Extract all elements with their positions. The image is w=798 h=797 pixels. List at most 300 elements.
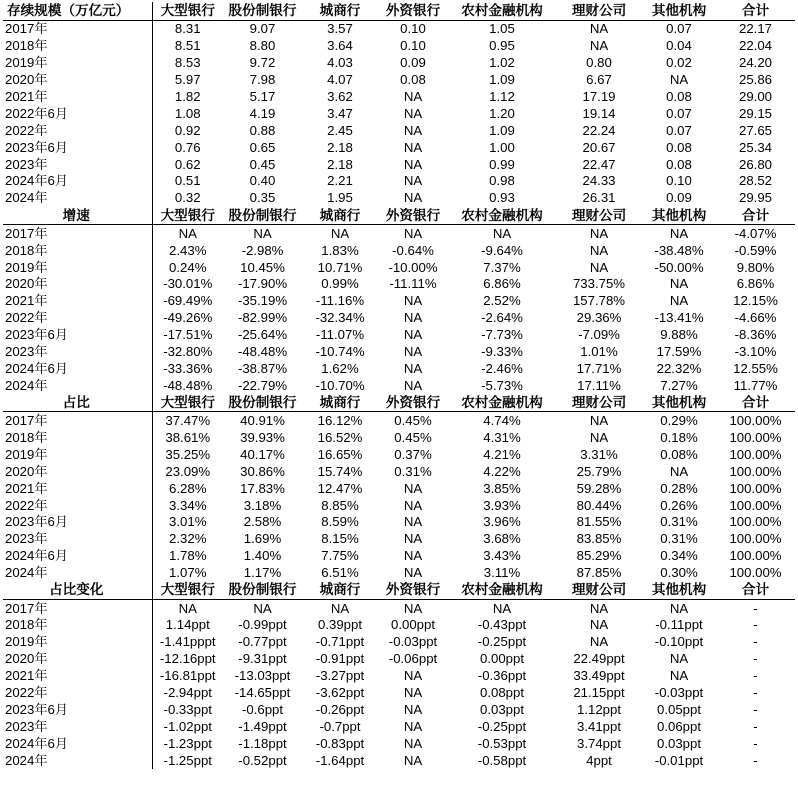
table-cell: 1.83% xyxy=(321,242,359,258)
table-cell: 0.28% xyxy=(660,480,698,496)
table-cell: 81.55% xyxy=(576,514,622,530)
table-cell: 19.14 xyxy=(582,105,616,121)
table-cell: NA xyxy=(403,327,423,343)
table-cell: 0.95 xyxy=(489,38,515,54)
table-cell: 29.00 xyxy=(738,89,772,104)
row-label: 2018年 xyxy=(3,617,152,634)
table-cell: 1.09 xyxy=(489,122,515,138)
table-cell: -11.07% xyxy=(315,327,365,343)
table-cell: 22.47 xyxy=(582,156,616,172)
table-cell: -1.64ppt xyxy=(315,752,365,768)
table-cell: NA xyxy=(403,718,423,734)
table-cell: 87.85% xyxy=(576,565,622,581)
column-header: 其他机构 xyxy=(651,394,707,410)
table-cell: 24.20 xyxy=(738,55,772,71)
table-cell: NA xyxy=(669,600,689,616)
table-cell: 38.61% xyxy=(165,430,211,446)
table-cell: 1.12 xyxy=(489,89,515,104)
row-label: 2024年 xyxy=(3,189,152,206)
table-cell: -16.81ppt xyxy=(159,668,216,684)
table-cell: 20.67 xyxy=(582,139,616,155)
table-cell: 4.22% xyxy=(483,463,521,479)
table-cell: NA xyxy=(403,548,423,564)
table-cell: 100.00% xyxy=(729,480,782,496)
table-cell: 1.17% xyxy=(243,565,282,581)
table-cell: 0.10 xyxy=(400,21,426,37)
column-header: 大型银行 xyxy=(160,3,215,19)
table-cell: 3.62 xyxy=(327,89,353,104)
section-header-row xyxy=(3,581,795,599)
table-row xyxy=(3,684,795,701)
row-label: 2019年 xyxy=(3,54,152,71)
table-cell: NA xyxy=(403,600,423,616)
table-row xyxy=(3,530,795,547)
table-cell: -12.16ppt xyxy=(159,651,216,667)
table-cell: 80.44% xyxy=(576,497,622,513)
table-row xyxy=(3,88,795,105)
table-row xyxy=(3,20,795,37)
table-cell: -69.49% xyxy=(163,293,213,309)
table-cell: -32.80% xyxy=(163,343,213,359)
table-cell: 11.77% xyxy=(733,377,778,393)
table-cell: 0.00ppt xyxy=(480,651,524,667)
table-cell: -2.98% xyxy=(241,242,284,258)
table-cell: -9.33% xyxy=(481,343,523,359)
column-header: 股份制银行 xyxy=(228,207,297,223)
table-cell: 1.78% xyxy=(169,548,207,564)
table-cell: -9.64% xyxy=(481,242,523,258)
column-header: 理财公司 xyxy=(571,394,627,410)
table-cell: 0.07 xyxy=(666,105,692,121)
row-label: 2018年 xyxy=(3,429,152,446)
table-cell: -0.7ppt xyxy=(319,718,361,734)
table-cell: 7.98 xyxy=(249,72,276,88)
section-title: 占比 xyxy=(3,394,152,412)
table-cell: NA xyxy=(403,752,423,768)
table-row xyxy=(3,412,795,429)
table-cell: 33.49ppt xyxy=(573,668,625,684)
column-header: 合计 xyxy=(741,207,770,223)
column-header: 农村金融机构 xyxy=(461,582,543,598)
table-cell: NA xyxy=(403,735,423,751)
table-row xyxy=(3,480,795,497)
table-cell: NA xyxy=(589,259,609,275)
table-cell: 0.99 xyxy=(489,156,515,172)
table-cell: 0.24% xyxy=(169,259,207,275)
table-row xyxy=(3,360,795,377)
table-cell: -22.79% xyxy=(237,377,288,393)
table-cell: 3.31% xyxy=(580,446,618,462)
table-cell: 100.00% xyxy=(729,413,782,429)
table-cell: 0.07 xyxy=(666,21,692,37)
table-cell: -10.70% xyxy=(315,377,365,393)
table-cell: NA xyxy=(403,122,423,138)
table-cell: -25.64% xyxy=(237,327,288,343)
column-header: 股份制银行 xyxy=(228,3,297,19)
table-cell: NA xyxy=(253,600,272,616)
table-cell: 3.93% xyxy=(483,497,521,513)
table-cell: -48.48% xyxy=(237,343,288,359)
table-cell: 10.45% xyxy=(240,259,285,275)
table-cell: 0.98 xyxy=(489,173,515,189)
table-cell: -1.25ppt xyxy=(163,752,212,768)
table-cell: NA xyxy=(403,360,423,376)
column-header: 合计 xyxy=(741,394,770,410)
row-label: 2022年 xyxy=(3,309,152,326)
table-cell: 8.51 xyxy=(174,38,201,54)
table-row xyxy=(3,122,795,139)
table-cell: 100.00% xyxy=(729,497,782,513)
table-cell: NA xyxy=(178,600,197,616)
row-label: 2023年 xyxy=(3,156,152,173)
table-cell: -0.83ppt xyxy=(315,735,365,751)
table-cell: 0.31% xyxy=(394,463,432,479)
table-cell: 17.59% xyxy=(656,343,702,359)
table-cell: 4.19 xyxy=(249,105,276,121)
column-header: 其他机构 xyxy=(651,207,707,223)
table-row xyxy=(3,54,795,71)
table-body xyxy=(3,2,795,769)
table-cell: 8.85% xyxy=(321,497,359,513)
row-label: 2023年 xyxy=(3,530,152,547)
table-cell: 0.35 xyxy=(249,190,276,206)
table-cell: 9.72 xyxy=(249,55,276,71)
table-cell: 8.80 xyxy=(249,38,276,54)
table-cell: -0.91ppt xyxy=(315,651,365,667)
column-header: 理财公司 xyxy=(571,582,627,598)
table-cell: 0.03ppt xyxy=(657,735,701,751)
table-row xyxy=(3,497,795,514)
table-cell: 0.03ppt xyxy=(480,701,524,717)
table-cell: -0.33ppt xyxy=(163,701,212,717)
table-cell: NA xyxy=(669,72,689,88)
row-label: 2022年 xyxy=(3,684,152,701)
table-cell: 5.17 xyxy=(249,89,276,104)
table-cell: -33.36% xyxy=(163,360,213,376)
table-cell: -30.01% xyxy=(163,276,213,292)
table-cell: 83.85% xyxy=(576,531,622,547)
row-label: 2019年 xyxy=(3,633,152,650)
table-cell: 733.75% xyxy=(572,276,626,292)
table-cell: -1.18ppt xyxy=(238,735,287,751)
table-cell: 3.96% xyxy=(483,514,521,530)
column-header: 其他机构 xyxy=(651,3,707,19)
table-cell: 3.57 xyxy=(327,21,353,37)
table-cell: -0.10ppt xyxy=(654,634,704,650)
table-cell: 9.88% xyxy=(660,327,698,343)
table-row xyxy=(3,275,795,292)
table-cell: -0.52ppt xyxy=(238,752,287,768)
row-label: 2020年 xyxy=(3,463,152,480)
table-cell: - xyxy=(753,617,758,633)
table-cell: -35.19% xyxy=(237,293,288,309)
table-cell: -4.07% xyxy=(734,225,777,241)
table-cell: 28.52 xyxy=(738,173,772,189)
table-cell: -3.10% xyxy=(734,343,777,359)
table-cell: NA xyxy=(589,225,609,241)
table-cell: 3.34% xyxy=(169,497,207,513)
table-cell: -32.34% xyxy=(315,310,365,326)
table-cell: -1.49ppt xyxy=(238,718,287,734)
section-header-row xyxy=(3,394,795,412)
table-cell: 0.00ppt xyxy=(391,617,435,633)
table-cell: 1.14ppt xyxy=(165,617,210,633)
table-cell: -0.43ppt xyxy=(477,617,527,633)
table-cell: 3.11% xyxy=(483,565,521,581)
table-cell: 0.05ppt xyxy=(657,701,701,717)
column-header: 大型银行 xyxy=(160,582,215,598)
column-header: 外资银行 xyxy=(385,394,441,410)
table-cell: NA xyxy=(589,634,609,650)
table-cell: -0.11ppt xyxy=(655,617,703,633)
table-cell: NA xyxy=(669,668,689,684)
table-cell: NA xyxy=(492,600,512,616)
table-cell: 7.27% xyxy=(660,377,698,393)
row-label: 2024年6月 xyxy=(3,735,152,752)
table-cell: 23.09% xyxy=(165,463,211,479)
table-cell: 15.74% xyxy=(317,463,363,479)
table-cell: 12.15% xyxy=(733,293,778,309)
table-cell: 3.43% xyxy=(483,548,521,564)
column-header: 外资银行 xyxy=(385,207,441,223)
table-cell: 100.00% xyxy=(729,463,782,479)
table-cell: 8.53 xyxy=(174,55,201,71)
row-label: 2022年 xyxy=(3,497,152,514)
column-header: 大型银行 xyxy=(160,394,215,410)
row-label: 2021年 xyxy=(3,292,152,309)
table-cell: NA xyxy=(403,173,423,189)
table-cell: NA xyxy=(403,377,423,393)
table-cell: -0.01ppt xyxy=(654,752,704,768)
table-cell: -17.51% xyxy=(163,327,213,343)
table-cell: 0.29% xyxy=(660,413,698,429)
table-cell: -82.99% xyxy=(237,310,288,326)
table-cell: 6.28% xyxy=(169,480,207,496)
table-cell: -0.25ppt xyxy=(477,634,527,650)
table-cell: NA xyxy=(403,139,423,155)
table-cell: 0.08ppt xyxy=(480,685,524,700)
row-label: 2023年6月 xyxy=(3,326,152,343)
table-row xyxy=(3,650,795,667)
table-cell: - xyxy=(753,600,758,616)
data-table xyxy=(3,2,795,769)
table-cell: -14.65ppt xyxy=(234,685,291,700)
table-cell: -7.09% xyxy=(578,327,620,343)
table-row xyxy=(3,514,795,531)
row-label: 2020年 xyxy=(3,650,152,667)
table-cell: -0.64% xyxy=(392,242,434,258)
table-cell: 0.31% xyxy=(660,531,698,547)
table-cell: 0.09 xyxy=(400,55,426,71)
table-row xyxy=(3,718,795,735)
table-cell: -11.11% xyxy=(389,276,437,292)
row-label: 2021年 xyxy=(3,88,152,105)
table-row xyxy=(3,599,795,616)
table-cell: -17.90% xyxy=(237,276,288,292)
row-label: 2023年 xyxy=(3,343,152,360)
table-cell: 3.85% xyxy=(483,480,521,496)
table-cell: 40.17% xyxy=(240,446,285,462)
table-cell: -0.26ppt xyxy=(315,701,365,717)
table-cell: NA xyxy=(403,701,423,717)
table-cell: 157.78% xyxy=(572,293,626,309)
table-cell: 0.45% xyxy=(394,430,432,446)
table-cell: 12.55% xyxy=(733,360,778,376)
table-cell: 100.00% xyxy=(729,565,782,581)
table-cell: 7.37% xyxy=(483,259,521,275)
table-cell: 0.65 xyxy=(249,139,276,155)
section-title: 存续规模（万亿元） xyxy=(3,2,152,20)
table-cell: 2.52% xyxy=(483,293,521,309)
table-cell: 0.93 xyxy=(489,190,515,206)
table-cell: 100.00% xyxy=(729,514,782,530)
table-cell: 1.00 xyxy=(489,139,515,155)
table-cell: NA xyxy=(253,225,272,241)
table-cell: NA xyxy=(589,430,609,446)
table-cell: -2.46% xyxy=(481,360,523,376)
table-cell: -5.73% xyxy=(481,377,523,393)
table-cell: -1.41pppt xyxy=(159,634,216,650)
table-cell: 0.88 xyxy=(249,122,276,138)
table-cell: -48.48% xyxy=(163,377,213,393)
table-cell: -50.00% xyxy=(654,259,704,275)
table-cell: 0.40 xyxy=(249,173,276,189)
table-cell: 17.83% xyxy=(240,480,285,496)
table-cell: 0.51 xyxy=(174,173,201,189)
table-cell: 2.18 xyxy=(327,156,353,172)
table-cell: -11.16% xyxy=(315,293,365,309)
column-header: 城商行 xyxy=(319,207,361,223)
table-row xyxy=(3,463,795,480)
table-cell: 0.08 xyxy=(400,72,426,88)
column-header: 农村金融机构 xyxy=(461,394,543,410)
table-cell: NA xyxy=(669,225,689,241)
row-label: 2021年 xyxy=(3,667,152,684)
table-cell: -1.02ppt xyxy=(163,718,212,734)
table-cell: NA xyxy=(178,225,197,241)
table-cell: 0.31% xyxy=(660,514,698,530)
table-cell: NA xyxy=(669,276,689,292)
table-cell: -38.87% xyxy=(237,360,288,376)
table-cell: 25.79% xyxy=(576,463,622,479)
table-cell: 0.02 xyxy=(666,55,692,71)
table-cell: 16.12% xyxy=(317,413,363,429)
section-title: 增速 xyxy=(3,206,152,224)
table-cell: 8.15% xyxy=(321,531,359,547)
table-cell: 0.09 xyxy=(666,190,692,206)
table-cell: 26.80 xyxy=(738,156,772,172)
table-cell: 17.71% xyxy=(576,360,622,376)
table-cell: NA xyxy=(330,600,350,616)
row-label: 2023年 xyxy=(3,718,152,735)
table-cell: 4ppt xyxy=(586,752,612,768)
table-cell: 3.18% xyxy=(243,497,282,513)
table-row xyxy=(3,189,795,206)
table-cell: 3.47 xyxy=(327,105,353,121)
table-cell: 12.47% xyxy=(317,480,363,496)
table-row xyxy=(3,547,795,564)
table-cell: 4.07 xyxy=(327,72,353,88)
table-cell: -0.58ppt xyxy=(477,752,527,768)
table-row xyxy=(3,343,795,360)
table-cell: - xyxy=(753,752,758,768)
table-cell: NA xyxy=(589,617,609,633)
table-cell: NA xyxy=(403,225,423,241)
table-cell: -0.03ppt xyxy=(388,634,438,650)
table-row xyxy=(3,735,795,752)
table-cell: 29.95 xyxy=(738,190,772,206)
table-cell: 0.08 xyxy=(666,89,692,104)
table-cell: NA xyxy=(403,89,423,104)
table-row xyxy=(3,37,795,54)
column-header: 合计 xyxy=(741,582,770,598)
table-cell: -8.36% xyxy=(734,327,777,343)
table-cell: 6.86% xyxy=(736,276,775,292)
row-label: 2021年 xyxy=(3,480,152,497)
table-cell: 22.49ppt xyxy=(573,651,625,667)
table-row xyxy=(3,242,795,259)
table-row xyxy=(3,259,795,276)
table-cell: NA xyxy=(403,480,423,496)
table-cell: 26.31 xyxy=(582,190,616,206)
table-cell: 22.04 xyxy=(738,38,772,54)
table-cell: - xyxy=(753,668,758,684)
table-row xyxy=(3,667,795,684)
table-cell: NA xyxy=(589,21,609,37)
table-row xyxy=(3,156,795,173)
table-cell: 10.71% xyxy=(317,259,363,275)
table-row xyxy=(3,326,795,343)
row-label: 2018年 xyxy=(3,37,152,54)
table-cell: -10.74% xyxy=(315,343,365,359)
table-cell: 24.33 xyxy=(582,173,616,189)
column-header: 股份制银行 xyxy=(228,582,297,598)
table-cell: -0.6ppt xyxy=(241,701,284,717)
table-cell: NA xyxy=(589,413,609,429)
row-label: 2024年 xyxy=(3,752,152,769)
table-cell: NA xyxy=(403,293,423,309)
table-cell: 30.86% xyxy=(240,463,285,479)
table-cell: 22.32% xyxy=(656,360,702,376)
table-cell: 0.92 xyxy=(174,122,201,138)
table-cell: 59.28% xyxy=(576,480,622,496)
table-cell: 4.74% xyxy=(483,413,521,429)
table-row xyxy=(3,105,795,122)
table-cell: 1.82 xyxy=(174,89,201,104)
row-label: 2020年 xyxy=(3,71,152,88)
table-cell: 16.65% xyxy=(317,446,363,462)
row-label: 2023年6月 xyxy=(3,139,152,156)
row-label: 2017年 xyxy=(3,412,152,429)
table-cell: NA xyxy=(669,651,689,667)
table-cell: 1.01% xyxy=(580,343,618,359)
table-row xyxy=(3,564,795,581)
table-cell: NA xyxy=(403,190,423,206)
table-cell: 3.41ppt xyxy=(577,718,621,734)
row-label: 2022年6月 xyxy=(3,105,152,122)
table-cell: 1.09 xyxy=(489,72,515,88)
table-cell: 0.26% xyxy=(660,497,698,513)
table-cell: 6.67 xyxy=(586,72,612,88)
row-label: 2024年 xyxy=(3,377,152,394)
table-cell: -3.27ppt xyxy=(315,668,365,684)
table-cell: 39.93% xyxy=(240,430,285,446)
table-cell: 1.12ppt xyxy=(577,701,621,717)
table-cell: 37.47% xyxy=(165,413,211,429)
row-label: 2017年 xyxy=(3,599,152,616)
table-row xyxy=(3,224,795,241)
table-cell: 0.04 xyxy=(666,38,692,54)
